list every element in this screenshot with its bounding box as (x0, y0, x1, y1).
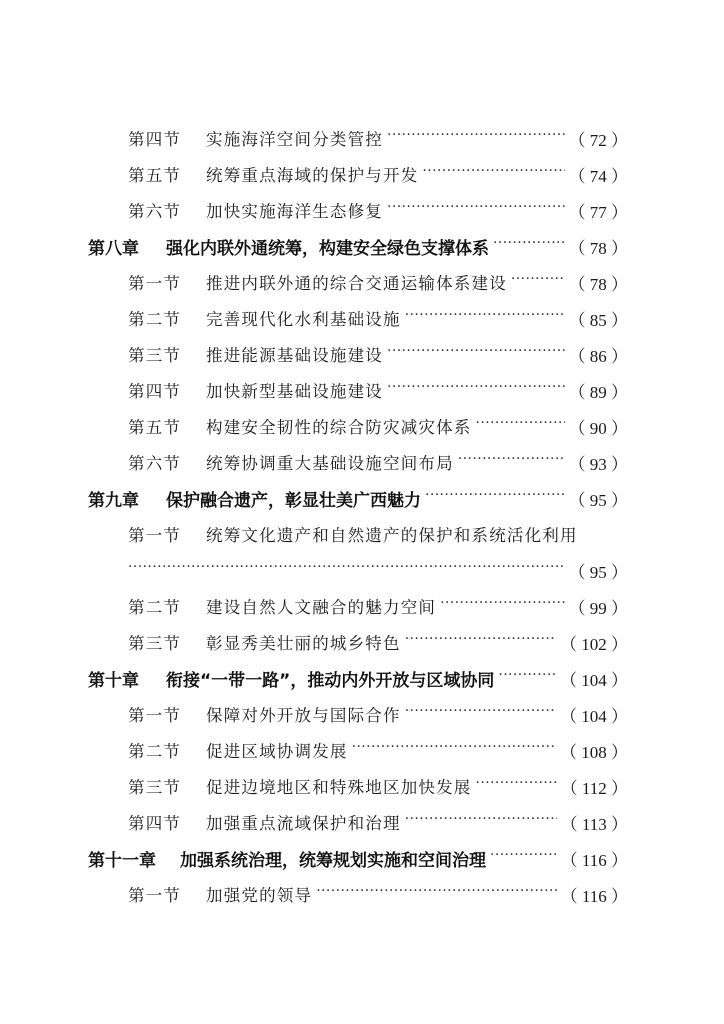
page-number: （ 77 ） (568, 202, 628, 222)
section-title: 促进边境地区和特殊地区加快发展 (206, 778, 472, 797)
toc-chapter-entry[interactable] (88, 660, 628, 696)
toc-entry[interactable] (128, 372, 628, 408)
section-title: 统筹协调重大基础设施空间布局 (206, 454, 454, 473)
section-title: 统筹文化遗产和自然遗产的保护和系统活化利用 (206, 526, 578, 545)
page-number: （ 102 ） (560, 634, 628, 654)
section-number: 第一节 (128, 274, 182, 293)
section-number: 第二节 (128, 742, 182, 761)
section-number: 第三节 (128, 634, 182, 653)
toc-entry[interactable] (128, 156, 628, 192)
page-number: （ 104 ） (560, 706, 628, 726)
toc-entry[interactable] (128, 516, 628, 552)
toc-entry[interactable] (128, 120, 628, 156)
section-number: 第四节 (128, 382, 182, 401)
section-number: 第一节 (128, 706, 182, 725)
page-number: （ 116 ） (560, 850, 628, 870)
dot-leader (493, 237, 565, 255)
toc-entry[interactable] (128, 624, 628, 660)
toc-entry-continuation[interactable] (128, 552, 628, 588)
toc-chapter-entry[interactable] (88, 480, 628, 516)
section-number: 第一节 (128, 526, 182, 545)
page-number: （ 89 ） (568, 382, 628, 402)
section-title: 促进区域协调发展 (206, 742, 348, 761)
page-number: （ 112 ） (560, 778, 628, 798)
section-title: 完善现代化水利基础设施 (206, 310, 401, 329)
page-number: （ 86 ） (568, 346, 628, 366)
section-number: 第三节 (128, 346, 182, 365)
page-number: （ 104 ） (560, 670, 628, 690)
section-number: 第六节 (128, 202, 182, 221)
section-number: 第四节 (128, 814, 182, 833)
dot-leader (458, 453, 565, 471)
section-title: 推进能源基础设施建设 (206, 346, 383, 365)
section-number: 第一节 (128, 886, 182, 905)
section-number: 第五节 (128, 418, 182, 437)
section-number: 第二节 (128, 598, 182, 617)
page-number: （ 95 ） (568, 490, 628, 510)
toc-entry[interactable] (128, 444, 628, 480)
page-number: （ 113 ） (560, 814, 628, 834)
toc-entry[interactable] (128, 264, 628, 300)
dot-leader (476, 417, 565, 435)
toc-entry[interactable] (128, 588, 628, 624)
toc-entry[interactable] (128, 408, 628, 444)
dot-leader (405, 813, 557, 831)
page-number: （ 108 ） (560, 742, 628, 762)
section-title: 加强重点流域保护和治理 (206, 814, 401, 833)
toc-entry[interactable] (128, 768, 628, 804)
dot-leader (387, 345, 565, 363)
chapter-title: 强化内联外通统筹，构建安全绿色支撑体系 (166, 238, 489, 259)
toc-entry[interactable] (128, 732, 628, 768)
toc-chapter-entry[interactable] (88, 228, 628, 264)
dot-leader (405, 705, 556, 723)
dot-leader (387, 201, 565, 219)
dot-leader (387, 381, 565, 399)
page-number: （ 78 ） (568, 238, 628, 258)
page-number: （ 85 ） (568, 310, 628, 330)
page-number: （ 78 ） (568, 274, 628, 294)
section-title: 建设自然人文融合的魅力空间 (206, 598, 437, 617)
toc-chapter-entry[interactable] (88, 840, 628, 876)
dot-leader (498, 669, 556, 687)
toc-entry[interactable] (128, 336, 628, 372)
dot-leader (405, 633, 556, 651)
page-number: （ 90 ） (568, 418, 628, 438)
section-title: 加快新型基础设施建设 (206, 382, 383, 401)
chapter-number: 第十一章 (88, 850, 156, 871)
toc-entry[interactable] (128, 876, 628, 912)
toc-entry[interactable] (128, 300, 628, 336)
section-title: 统筹重点海域的保护与开发 (206, 166, 419, 185)
chapter-title: 保护融合遗产，彰显壮美广西魅力 (166, 490, 421, 511)
page-number: （ 99 ） (568, 598, 628, 618)
page-number: （ 95 ） (568, 562, 628, 582)
toc-entry[interactable] (128, 192, 628, 228)
toc-entry[interactable] (128, 696, 628, 732)
dot-leader (422, 165, 564, 183)
section-title: 推进内联外通的综合交通运输体系建设 (206, 274, 507, 293)
toc-entry[interactable] (128, 804, 628, 840)
dot-leader (425, 489, 565, 507)
chapter-title: 加强系统治理，统筹规划实施和空间治理 (180, 850, 486, 871)
section-number: 第六节 (128, 454, 182, 473)
section-number: 第三节 (128, 778, 182, 797)
page-number: （ 116 ） (560, 886, 628, 906)
dot-leader (352, 741, 556, 759)
section-title: 保障对外开放与国际合作 (206, 706, 401, 725)
chapter-number: 第八章 (88, 238, 139, 259)
chapter-number: 第十章 (88, 670, 139, 691)
dot-leader (476, 777, 557, 795)
chapter-title: 衔接“一带一路”，推动内外开放与区域协同 (166, 670, 495, 691)
dot-leader (490, 849, 557, 867)
section-number: 第二节 (128, 310, 182, 329)
page-number: （ 74 ） (568, 166, 628, 186)
page-number: （ 72 ） (568, 130, 628, 150)
dot-leader (440, 597, 564, 615)
section-title: 加快实施海洋生态修复 (206, 202, 383, 221)
dot-leader (387, 129, 565, 147)
section-number: 第五节 (128, 166, 182, 185)
dot-leader (511, 273, 565, 291)
section-title: 实施海洋空间分类管控 (206, 130, 383, 149)
section-title: 加强党的领导 (206, 886, 313, 905)
dot-leader (128, 561, 565, 579)
page-number: （ 93 ） (568, 454, 628, 474)
dot-leader (316, 885, 556, 903)
section-title: 构建安全韧性的综合防灾减灾体系 (206, 418, 472, 437)
chapter-number: 第九章 (88, 490, 139, 511)
dot-leader (405, 309, 565, 327)
section-title: 彰显秀美壮丽的城乡特色 (206, 634, 401, 653)
section-number: 第四节 (128, 130, 182, 149)
